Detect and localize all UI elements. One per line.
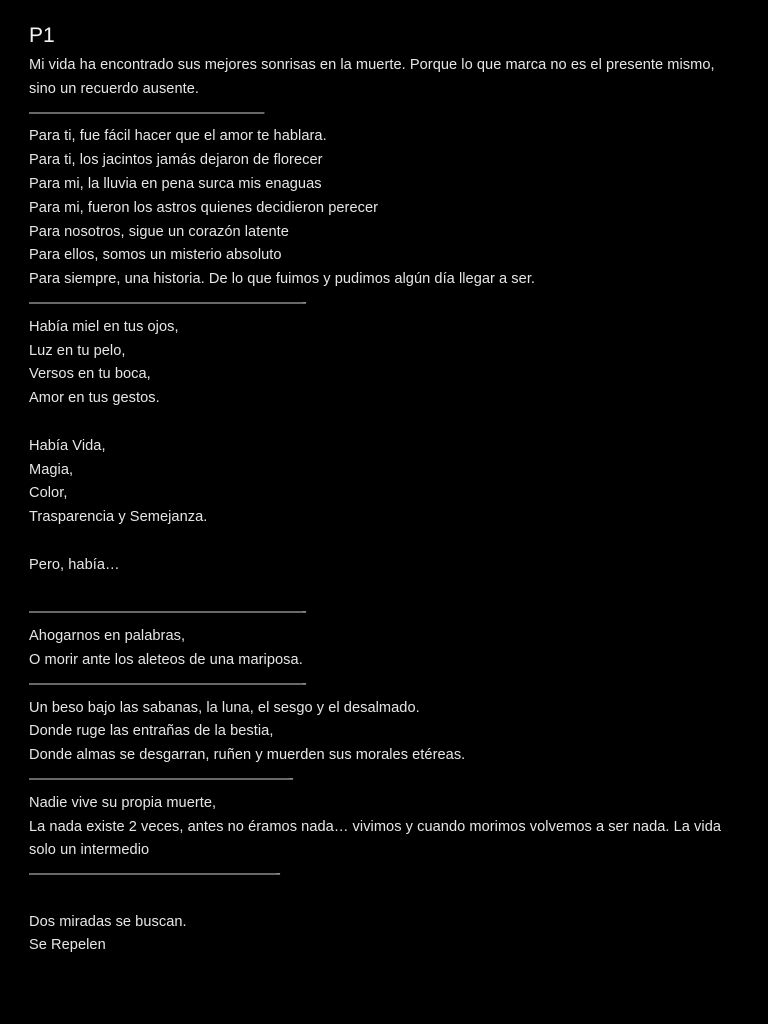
text-line[interactable]: Mi vida ha encontrado sus mejores sonrisas en la muerte. Porque lo que marca no es el presente mismo, sino un recuerdo ausente. bbox=[29, 57, 719, 97]
text-line[interactable]: Para mi, la lluvia en pena surca mis enaguas bbox=[29, 175, 322, 192]
blank-line[interactable] bbox=[29, 411, 741, 435]
text-line[interactable]: Luz en tu pelo, bbox=[29, 342, 126, 359]
blank-line[interactable] bbox=[29, 530, 741, 554]
text-line[interactable]: Para ellos, somos un misterio absoluto bbox=[29, 247, 282, 264]
text-line[interactable]: Pero, había… bbox=[29, 556, 120, 573]
note-body[interactable] bbox=[29, 22, 741, 958]
text-line[interactable]: Ahogarnos en palabras, bbox=[29, 628, 186, 645]
text-line[interactable]: Amor en tus gestos. bbox=[29, 390, 160, 407]
text-line[interactable]: Para nosotros, sigue un corazón latente bbox=[29, 223, 289, 240]
text-line[interactable]: Para ti, los jacintos jamás dejaron de florecer bbox=[29, 152, 323, 169]
text-line[interactable]: Se Repelen bbox=[29, 937, 106, 954]
note-content[interactable] bbox=[29, 54, 741, 958]
text-line[interactable]: La nada existe 2 veces, antes no éramos nada… vivimos y cuando morimos volvemos a ser nada. La vida solo un intermedio bbox=[29, 818, 726, 859]
text-line[interactable]: Había miel en tus ojos, bbox=[29, 318, 179, 335]
text-line[interactable]: Donde ruge las entrañas de la bestia, bbox=[29, 723, 274, 740]
divider-line[interactable]: —————————————————————- bbox=[29, 604, 306, 621]
text-line[interactable]: O morir ante los aleteos de una mariposa. bbox=[29, 651, 303, 668]
text-line[interactable]: Donde almas se desgarran, ruñen y muerden sus morales etéreas. bbox=[29, 747, 466, 764]
text-line[interactable]: Para mi, fueron los astros quienes decidieron perecer bbox=[29, 199, 379, 216]
blank-line[interactable] bbox=[29, 578, 741, 602]
text-line[interactable]: Un beso bajo las sabanas, la luna, el sesgo y el desalmado. bbox=[29, 699, 420, 716]
note-title[interactable]: P1 bbox=[29, 24, 55, 47]
divider-line[interactable]: —————————————————— bbox=[29, 104, 263, 121]
text-line[interactable]: Había Vida, bbox=[29, 437, 106, 454]
text-line[interactable]: Para ti, fue fácil hacer que el amor te hablara. bbox=[29, 128, 327, 145]
divider-line[interactable]: —————————————————————- bbox=[29, 294, 306, 311]
text-line[interactable]: Magia, bbox=[29, 461, 74, 478]
text-line[interactable]: Versos en tu boca, bbox=[29, 366, 151, 383]
text-line[interactable]: Trasparencia y Semejanza. bbox=[29, 509, 208, 526]
text-line[interactable]: Nadie vive su propia muerte, bbox=[29, 794, 217, 811]
text-line[interactable]: Color, bbox=[29, 485, 68, 502]
divider-line[interactable]: ———————————————————- bbox=[29, 866, 280, 883]
divider-line[interactable]: —————————————————————- bbox=[29, 675, 306, 692]
text-line[interactable]: Para siempre, una historia. De lo que fuimos y pudimos algún día llegar a ser. bbox=[29, 271, 536, 288]
divider-line[interactable]: ————————————————————- bbox=[29, 770, 293, 787]
blank-line[interactable] bbox=[29, 887, 741, 911]
text-line[interactable]: Dos miradas se buscan. bbox=[29, 913, 187, 930]
